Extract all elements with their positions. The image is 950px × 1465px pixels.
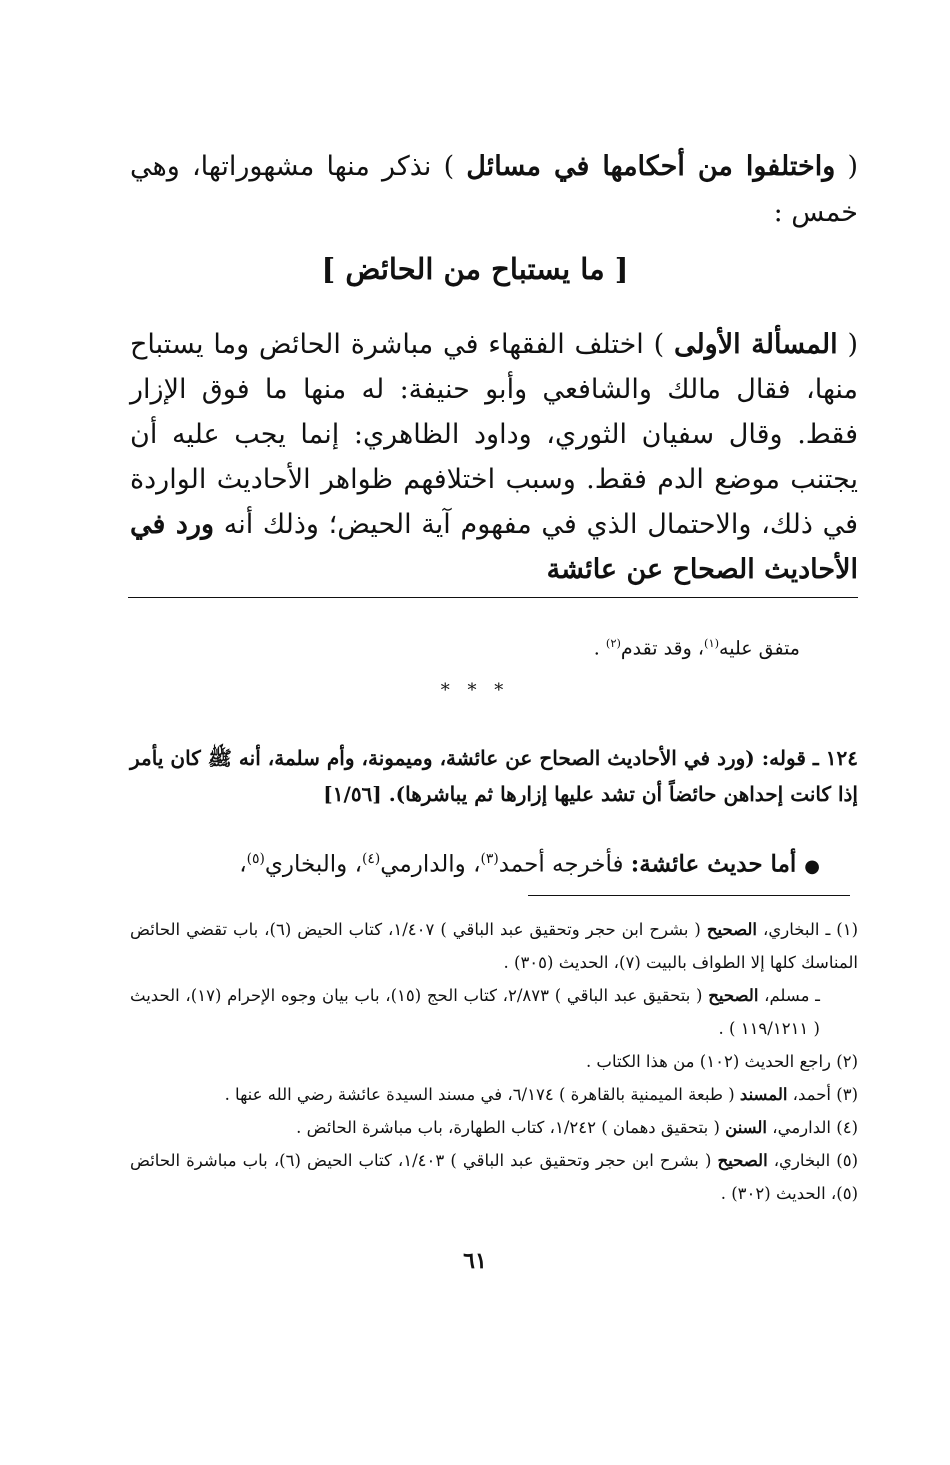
cont-text3: . — [593, 637, 606, 660]
para1-rest: ) اختلف الفقهاء في مباشرة الحائض وما يستباح منها، فقال مالك والشافعي وأبو حنيفة: له منها ما فوق الإزار فقط. وقال سفيان الثوري، وداود الظاهري: إنما يجب عليه أن يجتنب موضع الدم فقط. وسبب اختلافهم ظواهر الأحاديث الواردة في ذلك، والاحتمال الذي في مفهوم آية الحيض؛ وذلك أنه — [130, 329, 858, 540]
section-separator: * * * — [440, 680, 510, 701]
footnote-2 — [130, 1045, 858, 1078]
footnote-4 — [130, 1111, 858, 1144]
bullet-icon: ● — [804, 855, 820, 877]
fn-1-a: (١) ـ البخاري، — [757, 920, 858, 939]
continuation-line — [594, 636, 800, 659]
bullet-text3: ، والبخاري — [264, 851, 363, 878]
footnote-ref-4: (٤) — [362, 851, 381, 867]
fn-1-b: الصحيح — [706, 920, 758, 939]
intro-bold: واختلفوا من أحكامها في مسائل — [466, 151, 836, 182]
fn-1-c: ( بشرح ابن حجر وتحقيق عبد الباقي ) ١/٤٠٧، كتاب الحيض (٦)، باب تقضي الحائض المناسك كلها إلا الطواف بالبيت (٧)، الحديث (٣٠٥) . — [130, 920, 858, 972]
footnote-divider — [528, 895, 850, 896]
footnote-ref-1: (١) — [704, 636, 720, 650]
bullet-text1: فأخرجه أحمد — [498, 851, 631, 878]
fn-5-a: (٥) البخاري، — [767, 1151, 858, 1170]
footnote-5 — [130, 1144, 858, 1210]
fn-1m-c: ( بتحقيق عبد الباقي ) ٢/٨٧٣، كتاب الحج (١٥)، باب بيان وجوه الإحرام (١٧)، الحديث ( ١١٩/١٢١١ ) . — [130, 986, 820, 1038]
bullet-bold: أما حديث عائشة: — [630, 850, 797, 878]
hadith-124: ١٢٤ ـ قوله: (ورد في الأحاديث الصحاح عن عائشة، وميمونة، وأم سلمة، أنه ﷺ كان يأمر إذا كانت إحداهن حائضاً أن تشد عليها إزارها ثم يباشرها). [١/٥٦] — [130, 746, 858, 806]
para1-bold-end: ورد في الأحاديث الصحاح عن عائشة — [130, 509, 858, 585]
cont-text2: ، وقد تقدم — [620, 637, 704, 660]
para1-open: ( — [837, 329, 858, 360]
bullet-text2: ، والدارمي — [380, 851, 481, 878]
fn-3-c: ( طبعة الميمنية بالقاهرة ) ٦/١٧٤، في مسند السيدة عائشة رضي الله عنها . — [224, 1085, 740, 1104]
footnote-3 — [130, 1078, 858, 1111]
fn-5-b: الصحيح — [717, 1151, 768, 1170]
para1-bold: المسألة الأولى — [673, 329, 838, 360]
footnote-ref-5: (٥) — [246, 851, 265, 867]
footnote-1 — [130, 913, 858, 979]
fn-2-a: (٢) راجع الحديث (١٠٢) من هذا الكتاب . — [585, 1052, 858, 1071]
footnotes — [130, 913, 858, 1210]
intro-open: ( — [835, 151, 859, 182]
fn-1m-a: ـ مسلم، — [758, 986, 820, 1005]
footnote-ref-3: (٣) — [480, 851, 499, 867]
page-number: ٦١ — [463, 1248, 487, 1274]
first-issue-paragraph — [130, 322, 858, 592]
fn-4-a: (٤) الدارمي، — [767, 1118, 858, 1137]
intro-rest: ) نذكر منها مشهوراتها، وهي خمس : — [130, 151, 858, 228]
fn-4-b: السنن — [725, 1118, 768, 1137]
cont-text1: متفق عليه — [719, 637, 800, 660]
text-divider — [128, 597, 858, 598]
bullet-line — [130, 842, 820, 884]
fn-5-c: ( بشرح ابن حجر وتحقيق عبد الباقي ) ١/٤٠٣، كتاب الحيض (٦)، باب مباشرة الحائض (٥)، الحديث (٣٠٢) . — [130, 1151, 858, 1203]
intro-paragraph — [130, 144, 858, 236]
footnote-1-muslim — [130, 979, 858, 1045]
fn-3-a: (٣) أحمد، — [787, 1085, 858, 1104]
fn-1m-b: الصحيح — [708, 986, 759, 1005]
section-heading: [ ما يستباح من الحائض ] — [321, 252, 629, 286]
footnote-ref-2: (٢) — [605, 636, 621, 650]
fn-4-c: ( بتحقيق دهمان ) ١/٢٤٢، كتاب الطهارة، باب مباشرة الحائض . — [296, 1118, 726, 1137]
bullet-text4: ، — [239, 851, 247, 878]
fn-3-b: المسند — [739, 1085, 788, 1104]
